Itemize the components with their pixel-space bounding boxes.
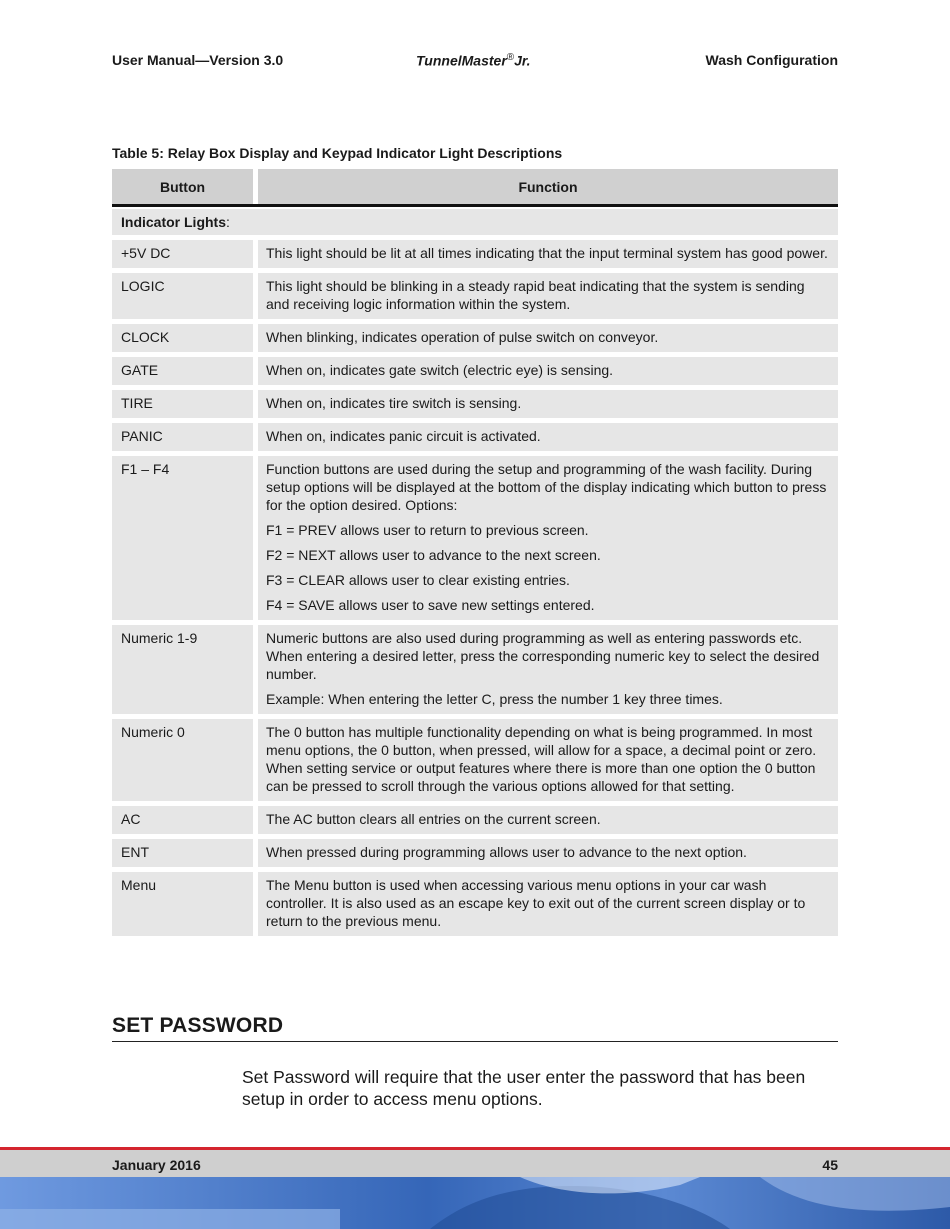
product-suffix: Jr.: [514, 52, 531, 69]
button-cell: GATE: [112, 357, 253, 385]
table-header-row: [112, 169, 838, 204]
table-row: [112, 423, 838, 451]
table-row: [112, 839, 838, 867]
table-row: [112, 273, 838, 319]
indicator-light-table: [112, 169, 838, 936]
function-text: When on, indicates gate switch (electric eye) is sensing.: [266, 362, 614, 378]
header-product-name: [416, 52, 531, 69]
button-cell: ENT: [112, 839, 253, 867]
header-manual-version: User Manual—Version 3.0: [112, 52, 284, 68]
section-row-indicator-lights: [112, 209, 838, 235]
table-body: [112, 240, 838, 936]
footer-decorative-image: [0, 1177, 950, 1229]
header-section-name: Wash Configuration: [705, 52, 838, 68]
button-cell: +5V DC: [112, 240, 253, 268]
function-text: When on, indicates panic circuit is activated.: [266, 428, 541, 444]
table-row: [112, 240, 838, 268]
table-row: [112, 324, 838, 352]
header-rule: [112, 204, 838, 207]
table-row: [112, 719, 838, 801]
function-text: Function buttons are used during the setup and programming of the wash facility. During setup options will be displayed at the bottom of the display indicating which button to press for the option desired. Options:: [266, 461, 827, 513]
button-cell: Menu: [112, 872, 253, 936]
function-text: F4 = SAVE allows user to save new settings entered.: [266, 597, 595, 613]
section-rule: [112, 1041, 838, 1042]
function-text: When pressed during programming allows user to advance to the next option.: [266, 844, 747, 860]
column-header-button: Button: [112, 169, 253, 204]
function-cell: [258, 456, 838, 620]
button-cell: LOGIC: [112, 273, 253, 319]
function-cell: [258, 357, 838, 385]
function-text: F3 = CLEAR allows user to clear existing entries.: [266, 572, 570, 588]
function-text: When on, indicates tire switch is sensing.: [266, 395, 522, 411]
button-cell: CLOCK: [112, 324, 253, 352]
table-row: [112, 625, 838, 714]
section-colon: :: [226, 214, 230, 230]
table-caption: Table 5: Relay Box Display and Keypad Indicator Light Descriptions: [112, 145, 563, 161]
table-row: [112, 390, 838, 418]
function-text: F2 = NEXT allows user to advance to the next screen.: [266, 547, 601, 563]
function-text: Numeric buttons are also used during programming as well as entering passwords etc. When entering a desired letter, press the corresponding numeric key to select the desired number.: [266, 630, 820, 682]
function-cell: [258, 423, 838, 451]
button-cell: AC: [112, 806, 253, 834]
function-cell: [258, 240, 838, 268]
table-row: [112, 456, 838, 620]
function-cell: [258, 839, 838, 867]
page-number: 45: [822, 1157, 838, 1173]
function-text: Example: When entering the letter C, press the number 1 key three times.: [266, 691, 723, 707]
function-cell: [258, 872, 838, 936]
function-cell: [258, 806, 838, 834]
button-cell: PANIC: [112, 423, 253, 451]
table-row: [112, 806, 838, 834]
product-name: TunnelMaster: [416, 52, 507, 69]
section-label: Indicator Lights: [121, 214, 226, 230]
button-cell: F1 – F4: [112, 456, 253, 620]
function-cell: [258, 324, 838, 352]
button-cell: Numeric 0: [112, 719, 253, 801]
function-text: When blinking, indicates operation of pulse switch on conveyor.: [266, 329, 659, 345]
function-text: This light should be lit at all times indicating that the input terminal system has good power.: [266, 245, 828, 261]
function-text: The Menu button is used when accessing various menu options in your car wash controller. It is also used as an escape key to exit out of the current screen display or to return to the previous menu.: [266, 877, 806, 929]
function-text: The 0 button has multiple functionality depending on what is being programmed. In most menu options, the 0 button, when pressed, will allow for a space, a decimal point or zero. When setting service or output features where there is more than one option the 0 button can be pressed to scroll through the various options allowed for that setting.: [266, 724, 817, 794]
function-cell: [258, 625, 838, 714]
function-text: F1 = PREV allows user to return to previous screen.: [266, 522, 589, 538]
section-title: SET PASSWORD: [112, 1014, 284, 1037]
function-cell: [258, 719, 838, 801]
footer-date: January 2016: [112, 1157, 201, 1173]
column-header-function: Function: [258, 169, 838, 204]
function-cell: [258, 273, 838, 319]
section-body: Set Password will require that the user enter the password that has been setup in order to access menu options.: [242, 1067, 806, 1109]
button-cell: TIRE: [112, 390, 253, 418]
table-row: [112, 872, 838, 936]
registered-mark: ®: [506, 52, 515, 63]
function-text: The AC button clears all entries on the current screen.: [266, 811, 601, 827]
function-cell: [258, 390, 838, 418]
function-text: This light should be blinking in a steady rapid beat indicating that the system is sending and receiving logic information within the system.: [266, 278, 805, 312]
button-cell: Numeric 1-9: [112, 625, 253, 714]
table-row: [112, 357, 838, 385]
